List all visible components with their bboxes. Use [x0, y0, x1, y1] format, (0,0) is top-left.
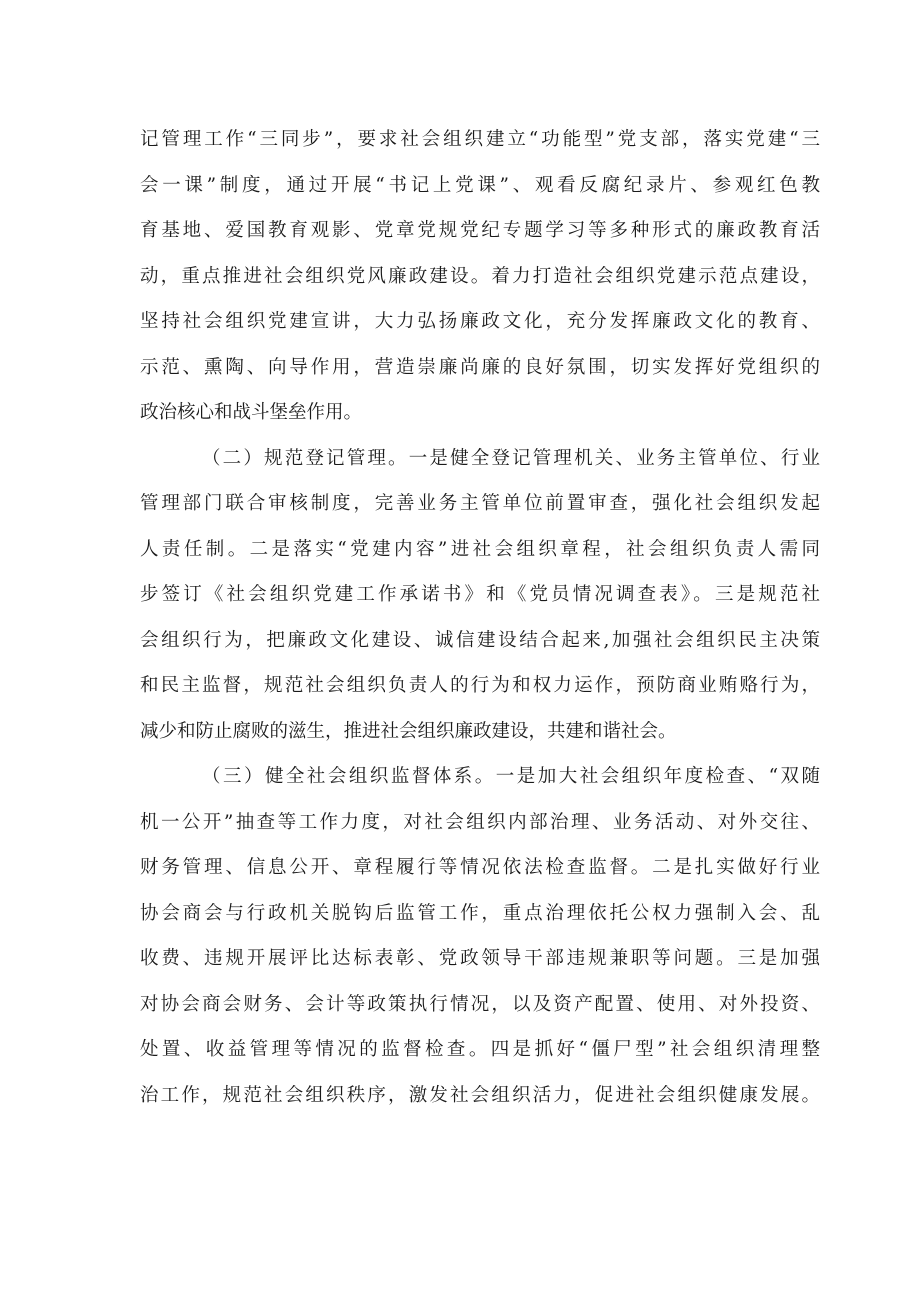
text-line: 减少和防止腐败的滋生，推进社会组织廉政建设，共建和谐社会。: [140, 720, 677, 742]
text-line: 示范、熏陶、向导作用，营造崇廉尚廉的良好氛围，切实发挥好党组织的: [140, 356, 820, 378]
text-line: 对协会商会财务、会计等政策执行情况，以及资产配置、使用、对外投资、: [140, 993, 820, 1015]
text-line: 和民主监督，规范社会组织负责人的行为和权力运作，预防商业贿赂行为，: [140, 675, 820, 696]
text-line: 管理部门联合审核制度，完善业务主管单位前置审查，强化社会组织发起: [140, 493, 820, 514]
text-line: 协会商会与行政机关脱钩后监管工作，重点治理依托公权力强制入会、乱: [140, 902, 820, 924]
text-line: 坚持社会组织党建宣讲，大力弘扬廉政文化，充分发挥廉政文化的教育、: [140, 311, 820, 332]
text-line: 治工作，规范社会组织秩序，激发社会组织活力，促进社会组织健康发展。: [140, 1084, 820, 1106]
text-line: 收费、违规开展评比达标表彰、党政领导干部违规兼职等问题。三是加强: [140, 948, 820, 969]
text-line: 会组织行为，把廉政文化建设、诚信建设结合起来,加强社会组织民主决策: [140, 629, 820, 651]
paragraph-party-building: [140, 122, 820, 441]
paragraph-supervision-system: [140, 759, 820, 1123]
text-line: 财务管理、信息公开、章程履行等情况依法检查监督。二是扎实做好行业: [140, 857, 820, 878]
text-line: 会一课”制度，通过开展“书记上党课”、观看反腐纪录片、参观红色教: [140, 174, 820, 196]
text-line: 动，重点推进社会组织党风廉政建设。着力打造社会组织党建示范点建设，: [140, 265, 820, 287]
text-line: 处置、收益管理等情况的监督检查。四是抓好“僵尸型”社会组织清理整: [140, 1039, 820, 1060]
document-body: [140, 122, 820, 1123]
text-line: 步签订《社会组织党建工作承诺书》和《党员情况调查表》。三是规范社: [140, 584, 820, 605]
text-line: （三）健全社会组织监督体系。一是加大社会组织年度检查、“双随: [202, 766, 820, 787]
text-line: 政治核心和战斗堡垒作用。: [140, 402, 363, 423]
text-line: 人责任制。二是落实“党建内容”进社会组织章程，社会组织负责人需同: [140, 538, 820, 560]
text-line: （二）规范登记管理。一是健全登记管理机关、业务主管单位、行业: [202, 447, 820, 469]
paragraph-registration-management: [140, 441, 820, 760]
text-line: 机一公开”抽查等工作力度，对社会组织内部治理、业务活动、对外交往、: [140, 811, 820, 833]
text-line: 育基地、爱国教育观影、党章党规党纪专题学习等多种形式的廉政教育活: [140, 220, 820, 241]
text-line: 记管理工作“三同步”，要求社会组织建立“功能型”党支部，落实党建“三: [140, 129, 820, 150]
